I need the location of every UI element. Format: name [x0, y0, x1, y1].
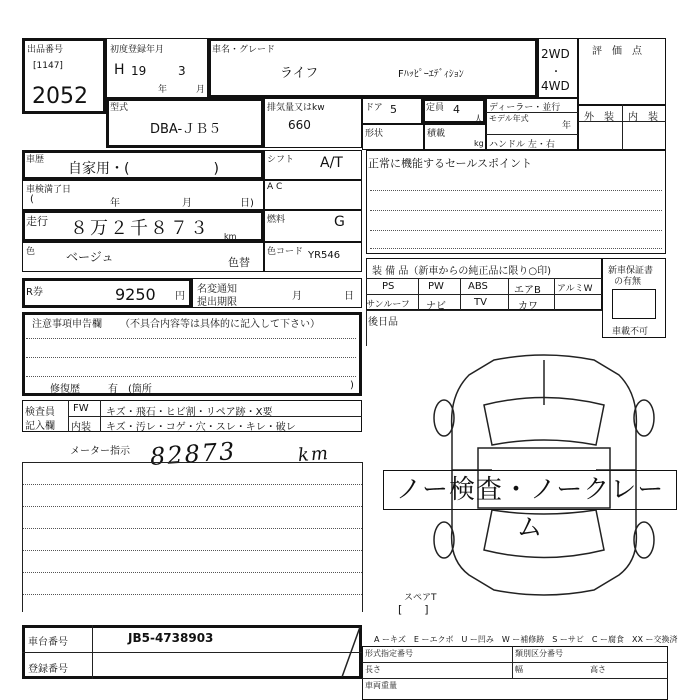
inspector-fw: FW [73, 403, 89, 414]
model-value: DBA-ＪＢ５ [150, 122, 222, 137]
repair-label: 修復歴 [50, 384, 80, 395]
warranty-none: 車載不可 [612, 327, 649, 337]
spec-f2: 類別区分番号 [515, 649, 563, 658]
notes-hint: （不具合内容等は具体的に記入して下さい） [120, 319, 320, 330]
lot-label: 出品番号 [27, 45, 64, 55]
drive-sep: ・ [551, 67, 561, 78]
repair-value: 有 (箇所 [108, 384, 152, 395]
chassis-value: JB5-4738903 [128, 631, 214, 645]
reg-month: 3 [178, 64, 186, 78]
history-label: 車歴 [26, 155, 45, 165]
mileage-unit: km [224, 232, 237, 241]
modelyear-label: モデル年式 [489, 114, 529, 123]
meter-unit: km [297, 442, 331, 467]
equip-airbag: エアB [514, 285, 541, 296]
warranty-label1: 新車保証書 [608, 266, 654, 276]
reg-year-unit: 年 [158, 85, 168, 95]
inspection-open: ( [30, 194, 34, 205]
cap-value: 4 [453, 103, 460, 116]
handle-label: ハンドル 左・右 [489, 140, 555, 150]
chassis-label: 車台番号 [28, 637, 68, 648]
registration-label: 登録番号 [28, 664, 68, 675]
colorcode-value: YR546 [308, 250, 341, 261]
color-label: 色 [26, 247, 36, 257]
colorcode-label: 色コード [267, 247, 304, 257]
inspector-fw-text: キズ・飛石・ヒビ割・リペア跡・X要 [106, 407, 273, 418]
inspection-day: 日) [240, 198, 254, 209]
spec-f4: 幅 [515, 665, 523, 674]
rating-int-label: 内 装 [628, 112, 658, 123]
equip-tv: TV [474, 297, 487, 308]
transfer-label2: 提出期限 [197, 297, 237, 308]
fuel-label: 燃料 [267, 215, 286, 225]
legend: A ーキズ E ーエクボ U ー凹み W ー補修跡 S ーサビ C ー腐食 XX ー交換済 [374, 635, 678, 644]
equip-navi: ナビ [426, 301, 446, 312]
lot-number: 2052 [32, 84, 88, 109]
inspector-label1: 検査員 [25, 407, 55, 418]
drive-4wd: 4WD [541, 79, 570, 93]
reg-month-unit: 月 [196, 85, 206, 95]
inspection-month: 月 [182, 198, 192, 209]
inspector-int: 内装 [71, 422, 91, 433]
inspector-int-text: キズ・汚レ・コゲ・穴・スレ・キレ・破レ [106, 422, 296, 433]
equip-ps: PS [382, 281, 395, 292]
door-value: 5 [390, 103, 397, 116]
spec-f3: 長さ [365, 665, 381, 674]
warranty-check [612, 289, 656, 319]
cap-unit: 人 [474, 115, 484, 125]
door-label: ドア [365, 103, 383, 113]
spec-f5: 高さ [590, 665, 606, 674]
inspection-label: 車検満了日 [26, 185, 72, 195]
reg-era: H [114, 62, 125, 78]
dealer-label: ディーラー・並行 [489, 103, 561, 113]
cap-label: 定員 [426, 103, 445, 113]
recycle-value: 9250 [115, 285, 156, 304]
transfer-label1: 名変通知 [197, 284, 237, 295]
recycle-label: R券 [26, 287, 43, 298]
transfer-day: 日 [344, 291, 354, 302]
lot-sub: [1147] [33, 61, 63, 71]
corner-mark [340, 625, 362, 679]
shift-label: シフト [267, 155, 295, 165]
equip-alloy: アルミW [557, 284, 593, 294]
notes-label: 注意事項申告欄 [32, 319, 102, 330]
equipment-label: 装 備 品（新車からの純正品に限り○印) [372, 266, 551, 277]
spec-f1: 形式指定番号 [365, 649, 413, 658]
warranty-label2: の有無 [614, 277, 642, 287]
car-grade: Fﾊｯﾋﾟｰｴﾃﾞｨｼｮﾝ [398, 69, 464, 80]
color-value: ベージュ [66, 250, 114, 264]
equip-sunroof: サンルーフ [366, 300, 410, 310]
rating-ext-label: 外 装 [584, 112, 614, 123]
reg-label: 初度登録年月 [110, 45, 165, 55]
equip-pw: PW [428, 281, 444, 292]
rating-label: 評 価 点 [592, 46, 642, 57]
meter-value: 82873 [149, 437, 238, 471]
inspection-year: 年 [110, 198, 120, 209]
disp-label: 排気量又はkw [267, 103, 325, 113]
repair-close: ) [350, 380, 354, 391]
mileage-label: 走行 [26, 215, 48, 228]
inspector-label2: 記入欄 [25, 421, 55, 432]
sales-label: 正常に機能するセールスポイント [368, 157, 533, 170]
car-label: 車名・グレード [212, 45, 276, 55]
load-unit: kg [474, 139, 484, 148]
mileage-value: ８万２千８７３ [70, 218, 210, 239]
history-value: 自家用・( ) [68, 161, 219, 177]
car-name: ライフ [280, 66, 319, 81]
spare-label: スペアT [404, 593, 437, 603]
spare-bracket: [ ] [398, 603, 429, 616]
spec-f6: 車両重量 [365, 681, 397, 690]
equip-abs: ABS [468, 281, 488, 292]
meter-label: メーター指示 [70, 446, 130, 457]
transfer-month: 月 [292, 291, 302, 302]
load-label: 積載 [427, 129, 446, 139]
shape-label: 形状 [365, 129, 384, 139]
drive-2wd: 2WD [541, 47, 570, 61]
color-change: 色替 [228, 256, 250, 269]
recycle-box [22, 278, 192, 308]
modelyear-unit: 年 [562, 121, 572, 131]
recycle-unit: 円 [175, 291, 185, 302]
equip-leather: カワ [518, 301, 538, 312]
rearitem-label: 後日品 [368, 317, 398, 328]
no-inspection-stamp: ノー検査・ノークレーム [383, 470, 677, 510]
shift-value: A/T [320, 155, 343, 171]
ac-label: A C [267, 182, 283, 192]
model-label: 型式 [110, 103, 129, 113]
reg-year: 19 [131, 64, 147, 78]
fuel-value: G [334, 214, 345, 230]
disp-value: 660 [288, 118, 311, 132]
